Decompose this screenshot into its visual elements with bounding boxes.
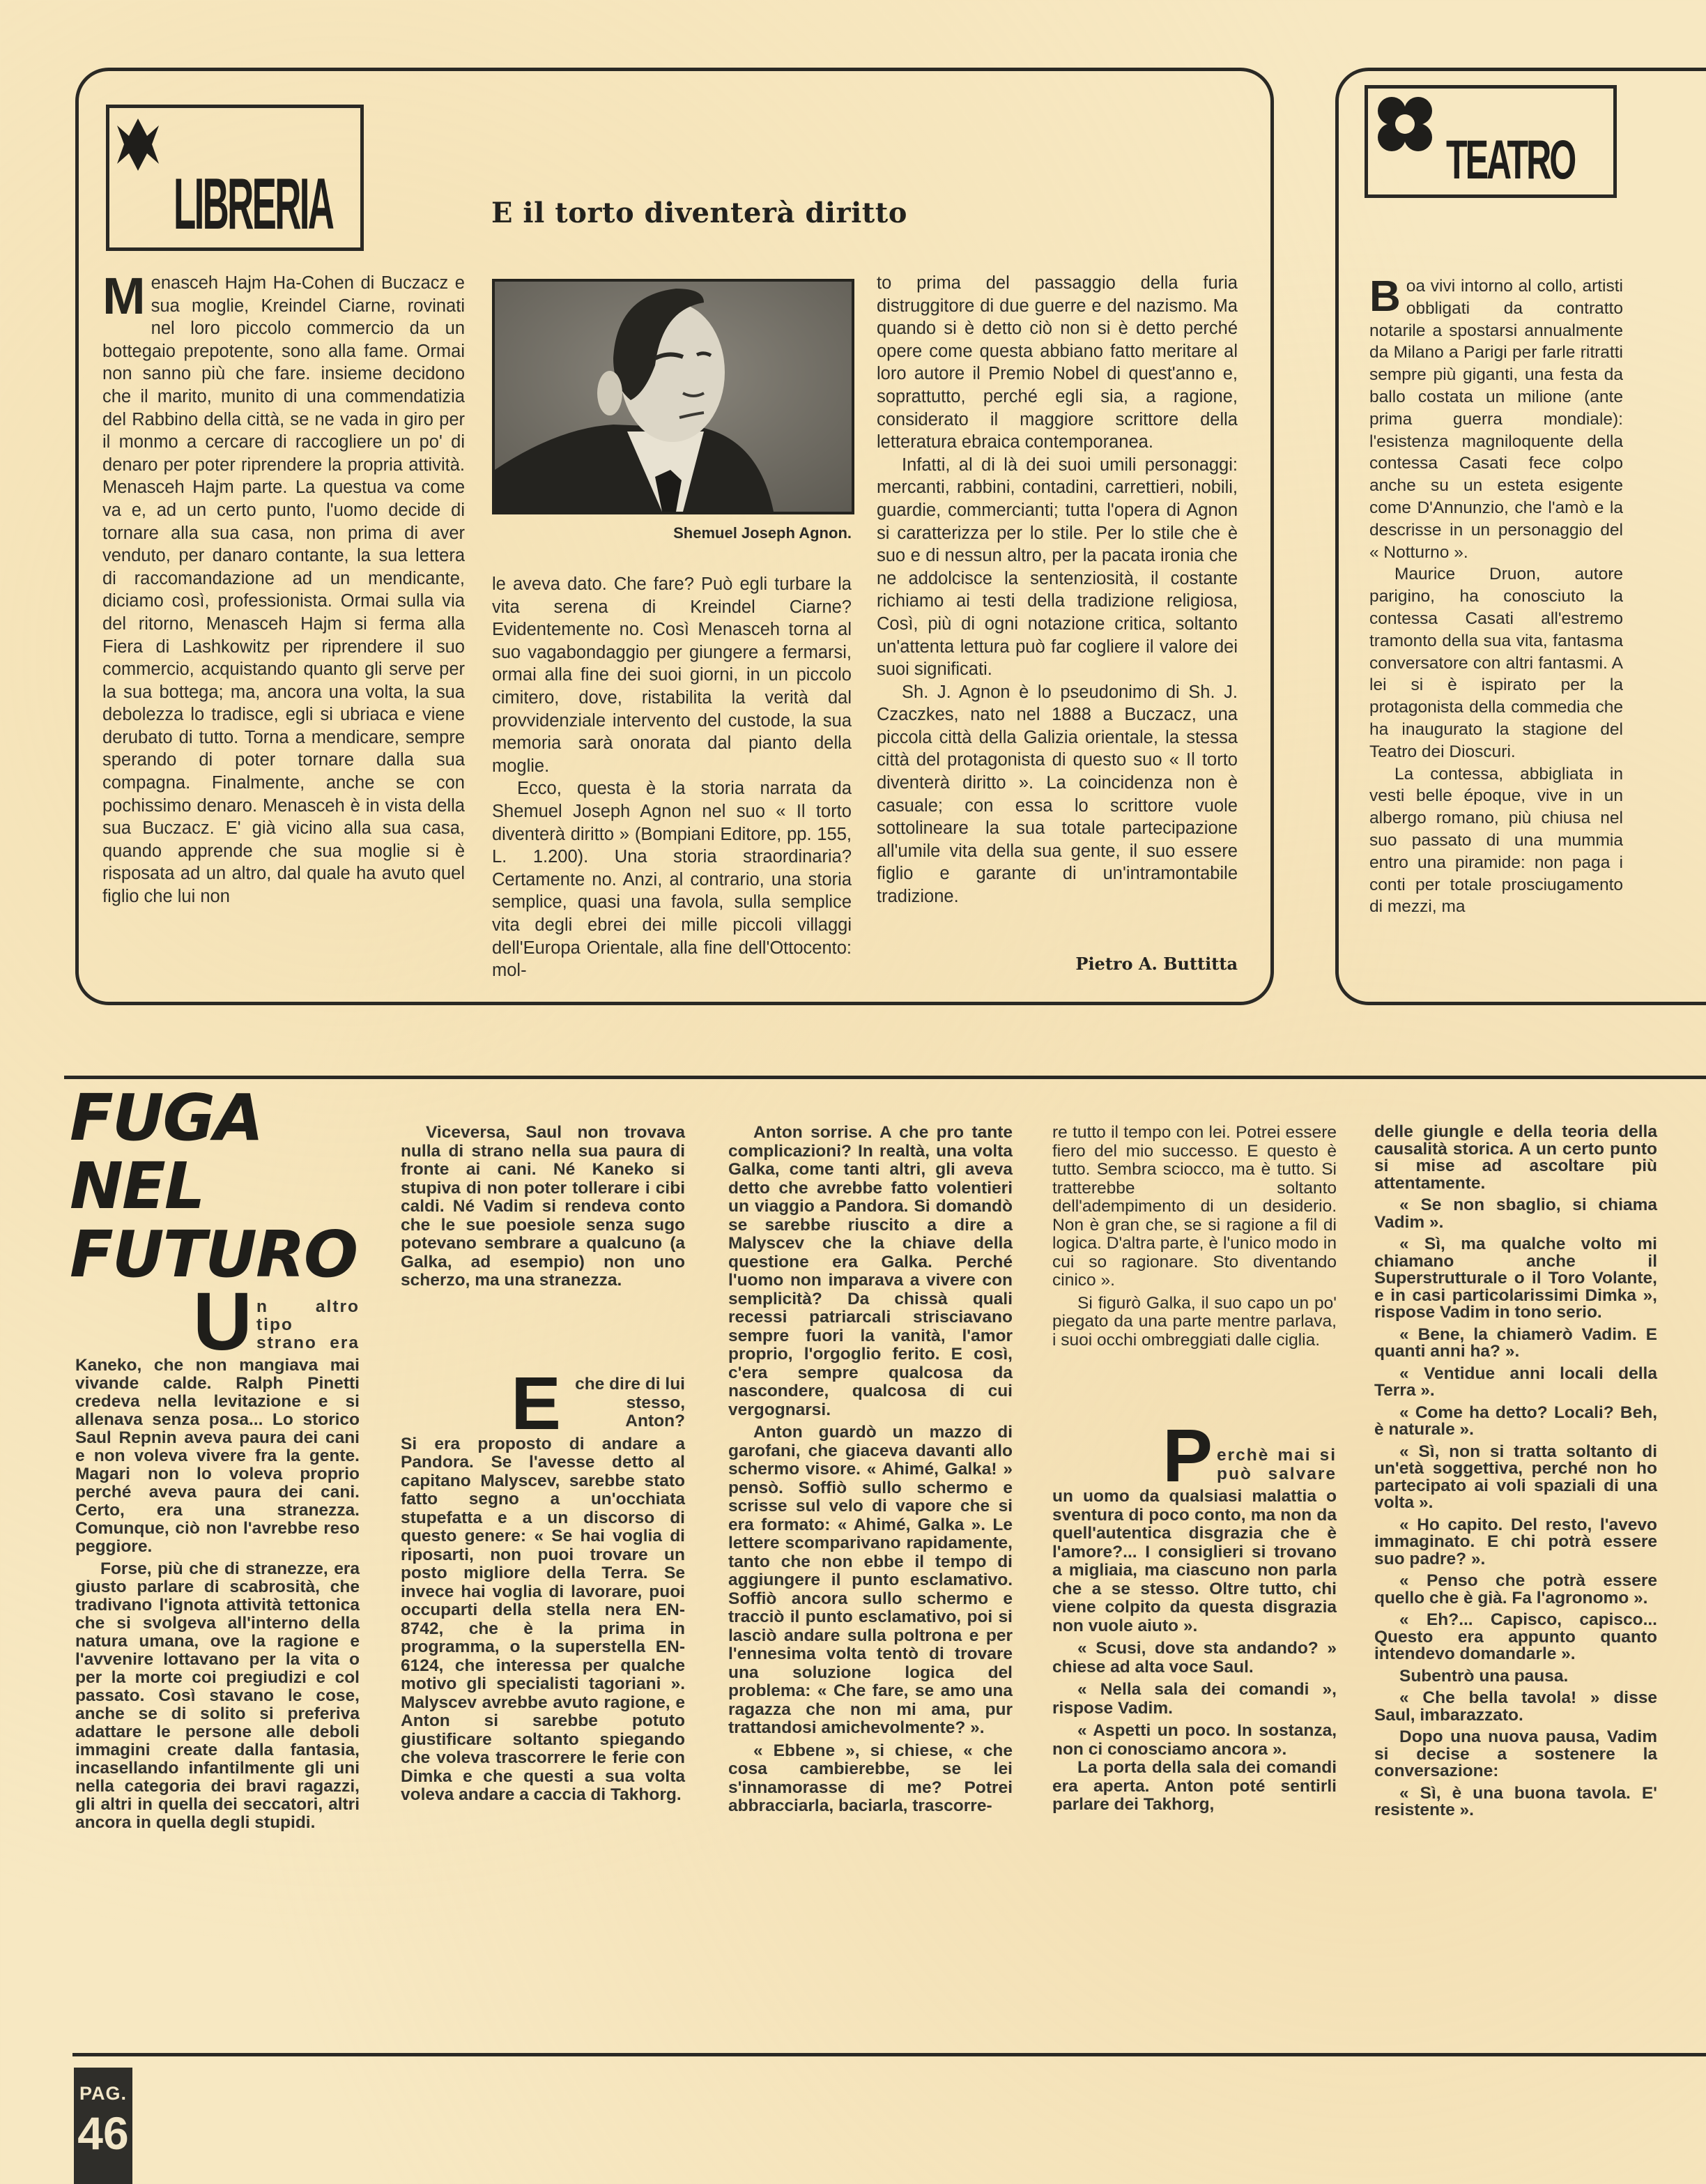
dropcap-m: M xyxy=(102,267,146,325)
dropcap-u: U xyxy=(192,1276,252,1368)
fuga-col5-p13: Dopo una nuova pausa, Vadim si decise a sostenere la conversazione: xyxy=(1374,1727,1657,1780)
dropcap-e: E xyxy=(510,1360,561,1445)
fuga-column-5 xyxy=(1374,1124,1657,1819)
libreria-col3-p1: to prima del passaggio della furia distruggitore di due guerre e del nazismo. Ma quando si è detto ciò non si è detto perché opere come questa abbiano fatto meritare al loro autore il Premio Nobel di quest'anno e, soprattutto, perché egli sia, a ragione, considerato il maggiore scrittore della letteratura ebraica contemporanea. xyxy=(877,273,1238,452)
page-number-badge xyxy=(74,2068,132,2184)
author-signature: Pietro A. Buttitta xyxy=(1075,954,1238,974)
fuga-col4-after-5: La porta della sala dei comandi era aperta. Anton poté sentirli parlare dei Takhorg, xyxy=(1052,1758,1337,1815)
libreria-headline: E il torto diventerà diritto xyxy=(491,197,907,229)
fuga-col4-after-3: « Nella sala dei comandi », rispose Vadim. xyxy=(1052,1680,1337,1718)
portrait-image xyxy=(495,282,852,512)
fuga-column-1 xyxy=(75,1276,360,1833)
title-line-1: FUGA xyxy=(70,1080,263,1155)
fuga-col4-p2: Si figurò Galka, il suo capo un po' piegato da una parte mentre parlava, i suoi occhi ombreggiati dalle ciglia. xyxy=(1052,1293,1337,1350)
fuga-col5-p3: « Sì, ma qualche volto mi chiamano anche il Superstrutturale o il Toro Volante, e in casi particolarissimi Dimka », rispose Vadim in tono serio. xyxy=(1374,1235,1657,1322)
fuga-column-2 xyxy=(401,1124,685,1805)
teatro-column xyxy=(1369,275,1623,918)
libreria-col2-p1: le aveva dato. Che fare? Può egli turbare la vita serena di Kreindel Ciarne? Evidentemente no. Così Menasceh torna al suo vagabondaggio per giungere a fermarsi, ormai alla fine dei suoi giorni, in un piccolo cimitero, dove, ristabilita la verità dal provvidenziale intervento del custode, la sua memoria sarà onorata dal pianto della moglie. xyxy=(492,574,852,776)
fuga-col3-p1: Anton sorrise. A che pro tante complicazioni? In realtà, una volta Galka, come tanti altri, gli aveva detto che avrebbe fatto volentieri un viaggio a Pandora. Si domandò se sarebbe riuscito a dire a Malyscev che la chiave della questione era Galka. Perché l'uomo non imparava a vivere con semplicità? Da chissà quali recessi patriarcali strisciavano sempre fuori la vanità, l'amor proprio, l'orgoglio ferito. E così, c'era sempre qualcosa da nascondere, qualcosa di cui vergognarsi. xyxy=(728,1123,1013,1419)
fuga-col2-lead: che dire di lui stesso, Anton? xyxy=(575,1375,685,1431)
fuga-col5-p5: « Ventidue anni locali della Terra ». xyxy=(1374,1364,1657,1400)
page-label: PAG. xyxy=(79,2083,127,2104)
libreria-column-3 xyxy=(877,272,1238,908)
fuga-col5-p11: Subentrò una pausa. xyxy=(1399,1666,1569,1686)
libreria-logo xyxy=(106,105,364,251)
fuga-col1-p2: Forse, più che di stranezze, era giusto parlare di scabrosità, che tradivano l'ignota attività tettonica che si svolgeva all'interno della natura umana, ove la ragione e l'avvenire lottavano per la vita o per la morte coi pregiudizi e col passato. Così stavano le cose, anche se di solito si preferiva adattare le persone alle deboli immagini create dalla fantasia, incasellando infantilmente gli uni nella categoria dei bravi ragazzi, gli altri in quella dei seccatori, altri ancora in quella degli stupidi. xyxy=(75,1559,360,1833)
libreria-col3-p3: Sh. J. Agnon è lo pseudonimo di Sh. J. Czaczkes, nato nel 1888 a Buczacz, una piccola città della Galizia orientale, la stessa città del protagonista di questo suo « Il torto diventerà diritto ». La coincidenza non è casuale; con essa lo scrittore vuole sottolineare la sua totale partecipazione all'umile vita della sua gente, il suo essere figlio e garante di un'intramontabile tradizione. xyxy=(877,682,1238,907)
fuga-col5-p10: « Eh?... Capisco, capisco... Questo era appunto quanto intendevo domandarle ». xyxy=(1374,1610,1657,1663)
author-photo xyxy=(492,279,854,514)
title-line-3: FUTURO xyxy=(70,1217,358,1292)
teatro-p3: La contessa, abbigliata in vesti belle époque, vive in un albergo romano, più chiusa nel suo passato di una mummia entro una piramide: non paga i conti per totale prosciugamento di mezzi, ma xyxy=(1369,764,1623,917)
page-number: 46 xyxy=(77,2107,129,2159)
libreria-col1-text: enasceh Hajm Ha-Cohen di Buczacz e sua moglie, Kreindel Ciarne, rovinati nel loro piccolo commercio da un bottegaio prepotente, sono alla fame. Ormai non sanno più che fare. insieme decidono che il marito, munito di una commendatizia del Rabbino della città, se ne vada in giro per il monmo a cercare di raccogliere un po' di denaro per poter riprendere la propria attività. Menasceh Hajm parte. La questua va come va e, ad un certo punto, l'uomo decide di tornare alla sua casa, non prima di aver venduto, per danaro contante, la sua lettera di raccomandazione ad un mendicante, diciamo così, professionista. Ormai sulla via del ritorno, Menasceh Hajm si ferma alla Fiera di Lashkowitz per riprendere il suo commercio, acquistando quanto gli serve per la sua bottega; ma, ancora una volta, la sua debolezza lo tradisce, egli si ubriaca e viene derubato di tutto. Torna a mendicare, sempre sperando di poter tornare dalla sua compagna. Finalmente, anche se con pochissimo denaro. Menasceh è in vista della sua Buczacz. E' già vicino alla sua casa, quando apprende che sua moglie si è risposata ad un altro, dal quale ha avuto quel figlio che lui non xyxy=(102,273,465,907)
fuga-col1-p1: Kaneko, che non mangiava mai vivande calde. Ralph Pinetti credeva nella levitazione e si allenava senza posa... Lo storico Saul Repnin aveva paura dei cani e non voleva vivere fra la gente. Magari non lo voleva proprio perché aveva paura dei cani. Certo, era una stranezza. Comunque, ciò non l'avrebbe reso peggiore. xyxy=(75,1356,360,1557)
libreria-label: LIBRERIA xyxy=(174,163,333,245)
fuga-col3-p3: « Ebbene », si chiese, « che cosa cambierebbe, se lei s'innamorasse di me? Potrei abbracciarla, baciarla, trascorre- xyxy=(728,1741,1013,1815)
libreria-column-2 xyxy=(492,573,852,982)
fuga-col5-p6: « Come ha detto? Locali? Beh, è naturale ». xyxy=(1374,1403,1657,1439)
quatrefoil-flower-icon xyxy=(1376,96,1434,153)
teatro-label: TEATRO xyxy=(1446,128,1575,190)
footer-rule xyxy=(72,2053,1706,2056)
fuga-column-4 xyxy=(1052,1124,1337,1815)
fuga-col5-p7: « Sì, non si tratta soltanto di un'età soggettiva, perché non ho partecipato ai voli spaziali di una volta ». xyxy=(1374,1442,1657,1512)
fuga-col2-opening xyxy=(401,1360,685,1445)
fuga-col1-opening xyxy=(75,1276,360,1368)
photo-caption: Shemuel Joseph Agnon. xyxy=(673,524,852,542)
fuga-col5-p14: « Sì, è una buona tavola. E' resistente ». xyxy=(1374,1783,1657,1819)
fuga-col2-paragraph: Si era proposto di andare a Pandora. Se l'avesse detto al capitano Malyscev, sarebbe stato fatto segno a un'occhiata stupefatta e a un discorso di questo genere: « Se hai voglia di riposarti, non puoi trovare un posto migliore della Terra. Se invece hai voglia di lavorare, puoi occuparti della stella nera EN-8742, che è la prima in programma, o la superstella EN-6124, che interessa per qualche motivo gli specialisti tagoriani ». Malyscev avrebbe avuto ragione, e Anton si sarebbe potuto giustificare soltanto spiegando che voleva trascorrere le ferie con Dimka e che questi a sua volta voleva andare a caccia di Takhorg. xyxy=(401,1434,685,1805)
fuga-col4-p1: re tutto il tempo con lei. Potrei essere fiero del mio successo. E questo è tutto. Sembra sciocco, ma è tutto. Si tratterebbe soltanto dell'adempimento di un desiderio. Non è gran che, se si ragione a fil di logica. D'altra parte, è l'unico modo in cui so ragionare. Sto diventando cinico ». xyxy=(1052,1123,1337,1290)
libreria-column-1 xyxy=(102,267,465,908)
fuga-col5-p8: « Ho capito. Del resto, l'avevo immaginato. E chi potrà essere suo padre? ». xyxy=(1374,1515,1657,1568)
fuga-col4-after-2: « Scusi, dove sta andando? » chiese ad alta voce Saul. xyxy=(1052,1639,1337,1677)
ornament-icon xyxy=(114,115,162,174)
fuga-col5-p1: delle giungle e della teoria della causalità storica. A un certo punto si mise ad ascoltare più attentamente. xyxy=(1374,1122,1657,1193)
fuga-col4-after-1: un uomo da qualsiasi malattia o sventura di poco conto, ma non da quell'autentica disgrazia che è l'amore?... I consiglieri si trovano a migliaia, ma ciascuno non parla che a se stesso. Oltre tutto, chi viene colpito da questa disgrazia non vuole aiuto ». xyxy=(1052,1487,1337,1635)
fuga-col5-p12: « Che bella tavola! » disse Saul, imbarazzato. xyxy=(1374,1688,1657,1725)
dropcap-p: P xyxy=(1162,1413,1213,1497)
fuga-column-3 xyxy=(728,1124,1013,1816)
teatro-p1: oa vivi intorno al collo, artisti obbligati da contratto notarile a spostarsi annualmente da Milano a Parigi per farle ritratti sempre più giganti, una festa da ballo costata un milione (ante prima guerra mondiale): l'esistenza magniloquente della contessa Casati fece colpo anche su un esteta esigente come D'Annunzio, che l'amò e la descrisse in un personaggio del « Notturno ». xyxy=(1369,277,1623,562)
fuga-col5-p9: « Penso che potrà essere quello che è già. Fa l'agronomo ». xyxy=(1374,1571,1657,1608)
teatro-logo xyxy=(1365,85,1617,198)
libreria-col2-p2: Ecco, questa è la storia narrata da Shemuel Joseph Agnon nel suo « Il torto diventerà diritto » (Bompiani Editore, pp. 155, L. 1.200). Una storia straordinaria? Certamente no. Anzi, al contrario, una storia semplice, quasi una favola, sulla semplice vita degli ebrei dei mille piccoli villaggi dell'Europa Orientale, alla fine dell'Ottocento: mol- xyxy=(492,779,852,981)
libreria-col3-p2: Infatti, al di là dei suoi umili personaggi: mercanti, rabbini, contadini, carrettieri, nobili, guardie, commercianti; tutta l'opera di Agnon si caratterizza per lo stile. Per lo stile che è suo e di nessun altro, per la pacata ironia che ne addolcisce la sentenziosità, il costante richiamo ai testi della tradizione religiosa, Così, più di ogni notazione critica, soltanto un'attenta lettura può far cogliere il valore dei suoi significati. xyxy=(877,455,1238,680)
fuga-col4-after-4: « Aspetti un poco. In sostanza, non ci conosciamo ancora ». xyxy=(1052,1721,1337,1759)
fuga-col5-p2: « Se non sbaglio, si chiama Vadim ». xyxy=(1374,1196,1657,1232)
section-divider xyxy=(64,1076,1706,1079)
fuga-col4-opening xyxy=(1052,1413,1337,1497)
fuga-col1-lead: n altro tipo strano era xyxy=(256,1297,360,1353)
title-line-2: NEL xyxy=(70,1149,204,1223)
fuga-col2-intro: Viceversa, Saul non trovava nulla di strano nella sua paura di fronte ai cani. Né Kaneko si stupiva di non poter tollerare i cibi caldi. Né Vadim si rendeva conto che le sue poesiole senza sugo potevano sembrare a qualcuno (a Galka, ad esempio) non uno scherzo, ma una stranezza. xyxy=(401,1123,685,1290)
story-title xyxy=(70,1080,358,1292)
fuga-col3-p2: Anton guardò un mazzo di garofani, che giaceva davanti allo schermo visore. « Ahimé, Galka! » pensò. Soffiò sullo schermo e scrisse sul velo di vapore che si era formato: « Ahimé, Galka ». Le lettere scomparivano rapidamente, tanto che non ebbe il tempo di aggiungere il punto esclamativo. Soffiò ancora sullo schermo e tracciò il punto esclamativo, poi si lasciò andare sulla poltrona e per l'ennesima volta tentò di trovare una soluzione logica del problema: « Che fare, se amo una ragazza che non mi ama, pur trattandosi amichevolmente? ». xyxy=(728,1423,1013,1737)
fuga-col5-p4: « Bene, la chiamerò Vadim. E quanti anni ha? ». xyxy=(1374,1324,1657,1361)
teatro-p2: Maurice Druon, autore parigino, ha conosciuto la contessa Casati all'estremo tramonto della sua vita, fantasma conversatore con altri fantasmi. A lei si è ispirato per la protagonista della commedia che ha inaugurato la stagione del Teatro dei Dioscuri. xyxy=(1369,565,1623,761)
fuga-col4-lead: erchè mai si può salvare xyxy=(1217,1446,1337,1483)
dropcap-b: B xyxy=(1369,273,1401,321)
